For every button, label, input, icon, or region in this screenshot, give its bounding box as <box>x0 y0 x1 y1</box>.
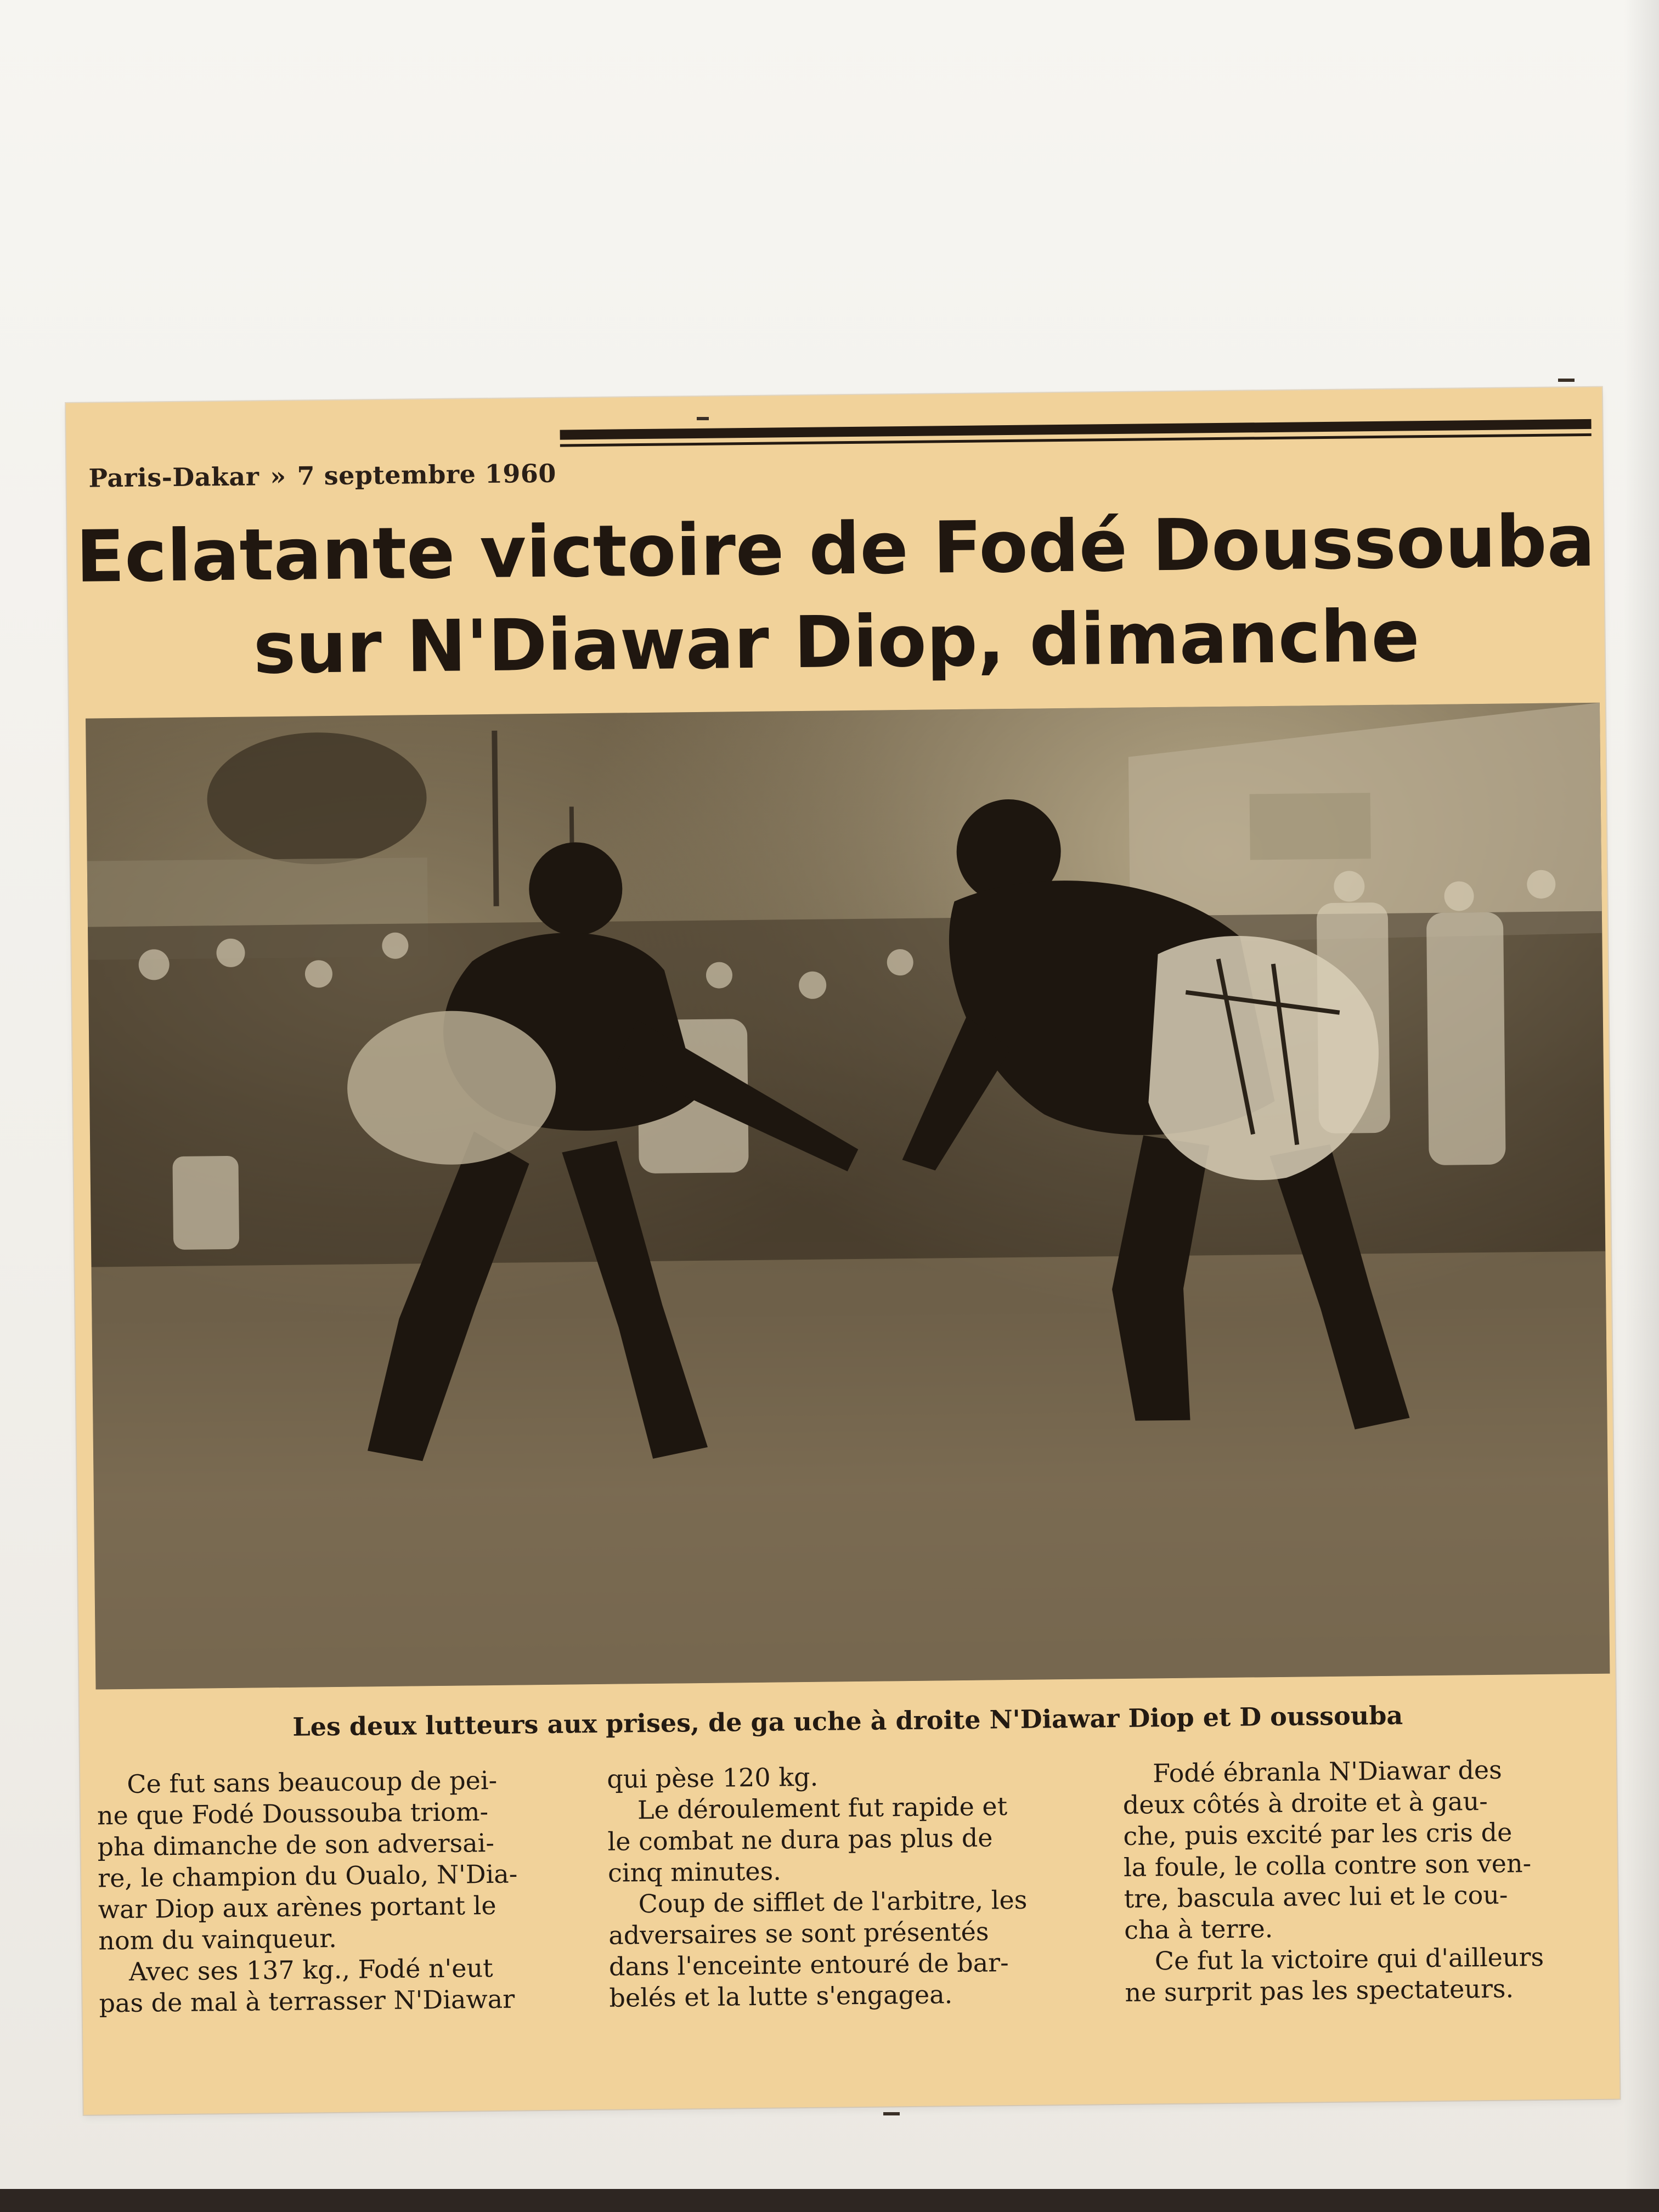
column-line: la foule, le colla contre son ven- <box>1123 1848 1532 1882</box>
page-mark <box>883 2112 900 2115</box>
column-line: Ce fut la victoire qui d'ailleurs <box>1154 1942 1544 1976</box>
column-line: cha à terre. <box>1124 1914 1273 1945</box>
headline-line-2: sur N'Diawar Diop, dimanche <box>252 594 1420 690</box>
column-line: ne surprit pas les spectateurs. <box>1125 1973 1514 2007</box>
page-edge-shadow <box>1624 0 1659 2212</box>
wrestling-photo-illustration <box>86 703 1610 1690</box>
column-line: nom du vainqueur. <box>98 1923 337 1956</box>
column-line: pas de mal à terrasser N'Diawar <box>99 1984 515 2018</box>
table-surface-strip <box>0 2189 1659 2212</box>
photo-caption: Les deux lutteurs aux prises, de ga uche à droite N'Diawar Diop et D oussouba <box>292 1700 1403 1742</box>
column-line: belés et la lutte s'engagea. <box>609 1979 953 2013</box>
column-line: war Diop aux arènes portant le <box>98 1890 496 1925</box>
newspaper-clipping <box>66 387 1620 2115</box>
column-line: Fodé ébranla N'Diawar des <box>1152 1754 1502 1788</box>
headline <box>67 494 1605 697</box>
masthead-separator: » <box>270 461 286 492</box>
column-line: Coup de sifflet de l'arbitre, les <box>638 1884 1028 1919</box>
column-line: Le déroulement fut rapide et <box>637 1791 1008 1825</box>
column-line: pha dimanche de son adversai- <box>97 1827 495 1862</box>
article-column-3 <box>1122 1753 1597 2008</box>
publication-date: 7 septembre 1960 <box>297 458 557 491</box>
column-line: dans l'enceinte entouré de bar- <box>608 1948 1009 1982</box>
column-line: che, puis excité par les cris de <box>1123 1817 1513 1851</box>
masthead <box>88 459 556 493</box>
column-line: re, le champion du Oualo, N'Dia- <box>97 1859 518 1893</box>
column-line: adversaires se sont présentés <box>608 1916 989 1950</box>
article-column-1 <box>97 1764 571 2019</box>
wrestling-photo <box>86 703 1610 1690</box>
column-line: ne que Fodé Doussouba triom- <box>97 1797 489 1831</box>
page-mark <box>697 417 709 420</box>
column-line: qui pèse 120 kg. <box>607 1762 819 1794</box>
newspaper-name: Paris-Dakar <box>88 461 259 493</box>
article-column-2 <box>607 1759 1081 2014</box>
column-line: le combat ne dura pas plus de <box>607 1822 993 1857</box>
column-line: Ce fut sans beaucoup de pei- <box>127 1765 498 1799</box>
column-line: deux côtés à droite et à gau- <box>1122 1786 1488 1820</box>
column-line: tre, bascula avec lui et le cou- <box>1124 1880 1508 1914</box>
column-line: Avec ses 137 kg., Fodé n'eut <box>128 1953 493 1987</box>
column-line: cinq minutes. <box>607 1856 782 1888</box>
headline-line-1: Eclatante victoire de Fodé Doussouba <box>75 499 1596 599</box>
page-mark <box>1558 379 1575 382</box>
